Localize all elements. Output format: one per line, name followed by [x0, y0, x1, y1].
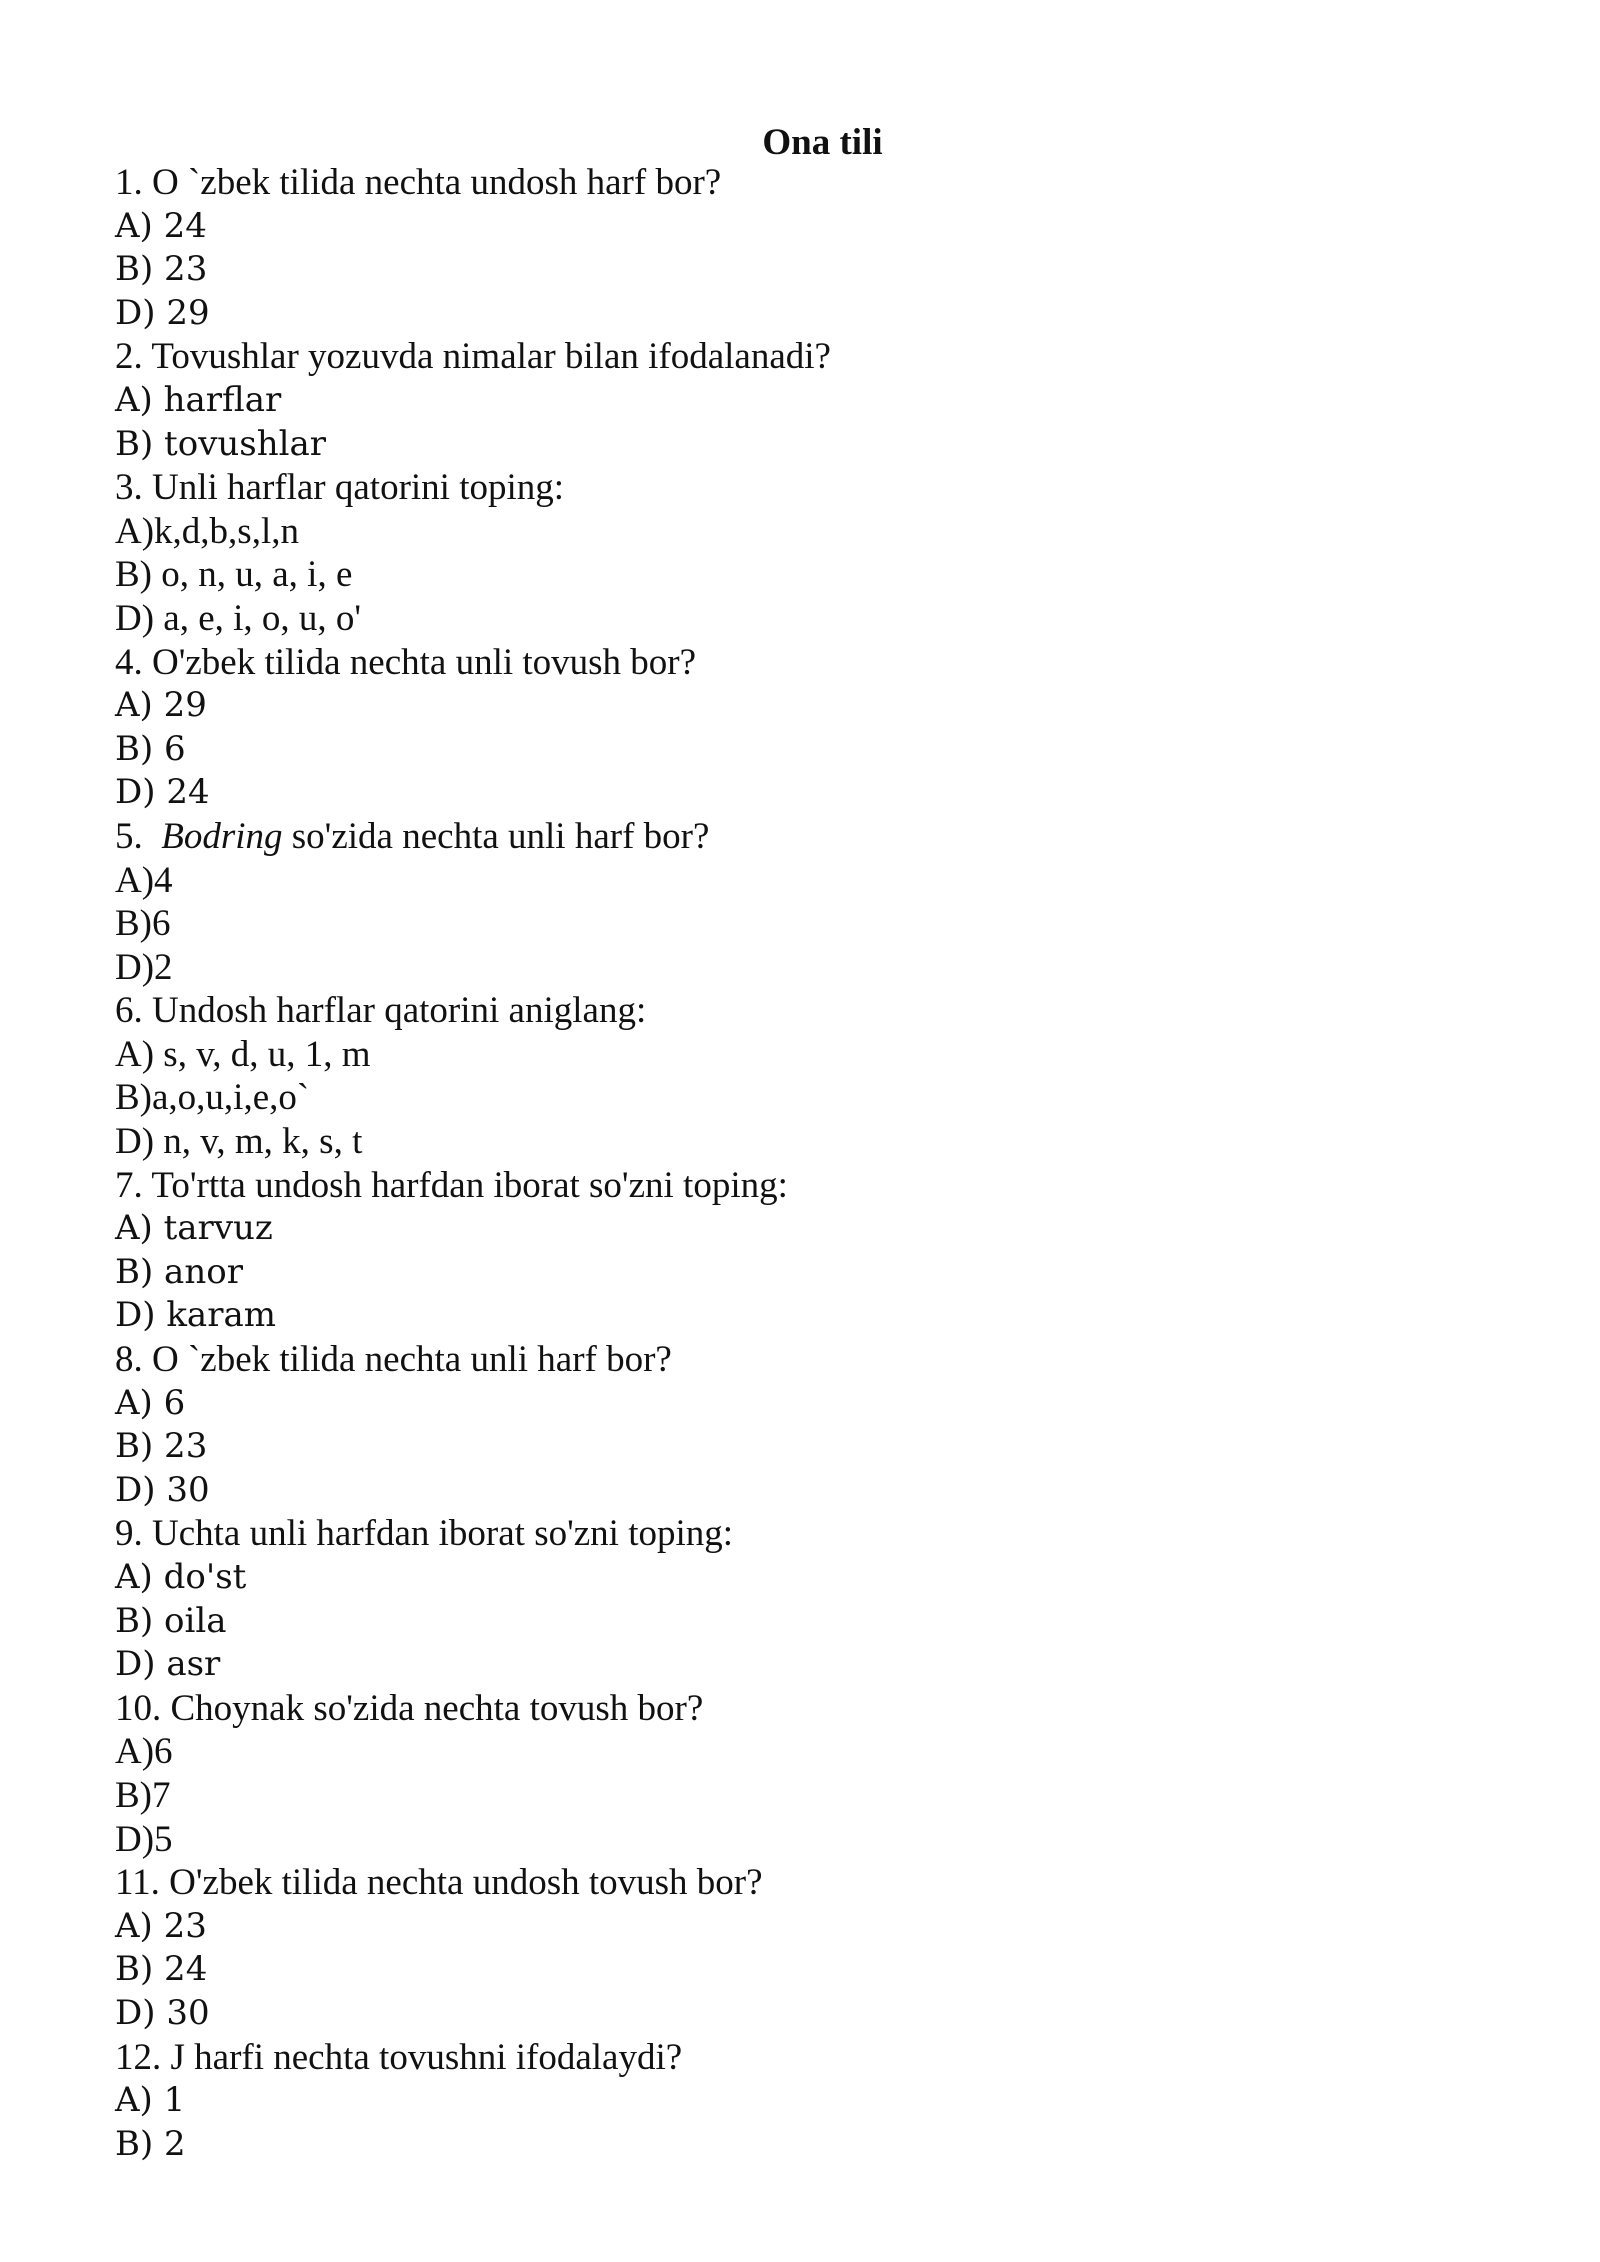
question-6: 6. Undosh harflar qatorini aniglang: — [115, 990, 647, 1032]
question-5-option-d: D)2 — [115, 946, 173, 988]
question-10: 10. Choynak so'zida nechta tovush bor? — [115, 1687, 704, 1729]
question-5-italic-word: Bodring — [161, 815, 283, 857]
question-9-option-a: A) do'st — [115, 1557, 247, 1597]
question-10-option-d: D)5 — [115, 1818, 173, 1860]
question-7-option-b: B) anor — [115, 1251, 243, 1292]
question-2: 2. Tovushlar yozuvda nimalar bilan ifodalanadi? — [115, 336, 831, 378]
question-9: 9. Uchta unli harfdan iborat so'zni toping: — [115, 1513, 734, 1555]
question-12-option-a: A) 1 — [115, 2080, 186, 2121]
question-3-option-d: D) a, e, i, o, u, o' — [115, 597, 362, 639]
question-5: 5. Bodring so'zida nechta unli harf bor? — [115, 815, 710, 857]
question-8-option-d: D) 30 — [115, 1469, 210, 1510]
question-11-option-d: D) 30 — [115, 1992, 210, 2033]
question-9-option-b: B) oila — [115, 1600, 227, 1641]
question-7-option-d: D) karam — [115, 1295, 276, 1336]
question-7: 7. To'rtta undosh harfdan iborat so'zni toping: — [115, 1164, 788, 1206]
question-11-option-a: A) 23 — [115, 1905, 207, 1946]
question-4-option-b: B) 6 — [115, 728, 186, 769]
question-1-option-b: B) 23 — [115, 249, 208, 290]
question-6-option-a: A) s, v, d, u, 1, m — [115, 1033, 371, 1075]
question-2-option-a: A) harflar — [115, 379, 282, 420]
question-list — [115, 161, 1515, 2166]
question-4: 4. O'zbek tilida nechta unli tovush bor? — [115, 641, 697, 683]
question-8: 8. O `zbek tilida nechta unli harf bor? — [115, 1339, 672, 1381]
question-7-option-a: A) tarvuz — [115, 1208, 273, 1249]
question-11: 11. O'zbek tilida nechta undosh tovush bor? — [115, 1862, 763, 1904]
question-3-option-a: A)k,d,b,s,l,n — [115, 510, 299, 552]
question-12: 12. J harfi nechta tovushni ifodalaydi? — [115, 2036, 683, 2078]
question-9-option-d: D) asr — [115, 1644, 221, 1685]
question-11-option-b: B) 24 — [115, 1949, 208, 1990]
question-3-option-b: B) o, n, u, a, i, e — [115, 554, 353, 596]
question-10-option-a: A)6 — [115, 1731, 173, 1773]
question-6-option-b: B)a,o,u,i,e,o` — [115, 1077, 310, 1119]
question-5-option-a: A)4 — [115, 859, 173, 901]
question-1-option-a: A) 24 — [115, 205, 207, 246]
page-title: Ona tili — [762, 122, 883, 163]
question-4-option-a: A) 29 — [115, 685, 207, 726]
question-8-option-a: A) 6 — [115, 1382, 186, 1423]
question-2-option-b: B) tovushlar — [115, 423, 327, 464]
question-5-option-b: B)6 — [115, 903, 171, 945]
question-1-option-d: D) 29 — [115, 292, 210, 333]
question-1: 1. O `zbek tilida nechta undosh harf bor? — [115, 162, 722, 203]
question-8-option-b: B) 23 — [115, 1426, 208, 1467]
question-12-option-b: B) 2 — [115, 2123, 186, 2164]
question-6-option-d: D) n, v, m, k, s, t — [115, 1121, 363, 1163]
question-10-option-b: B)7 — [115, 1774, 171, 1816]
question-4-option-d: D) 24 — [115, 772, 210, 813]
question-3: 3. Unli harflar qatorini toping: — [115, 467, 565, 509]
